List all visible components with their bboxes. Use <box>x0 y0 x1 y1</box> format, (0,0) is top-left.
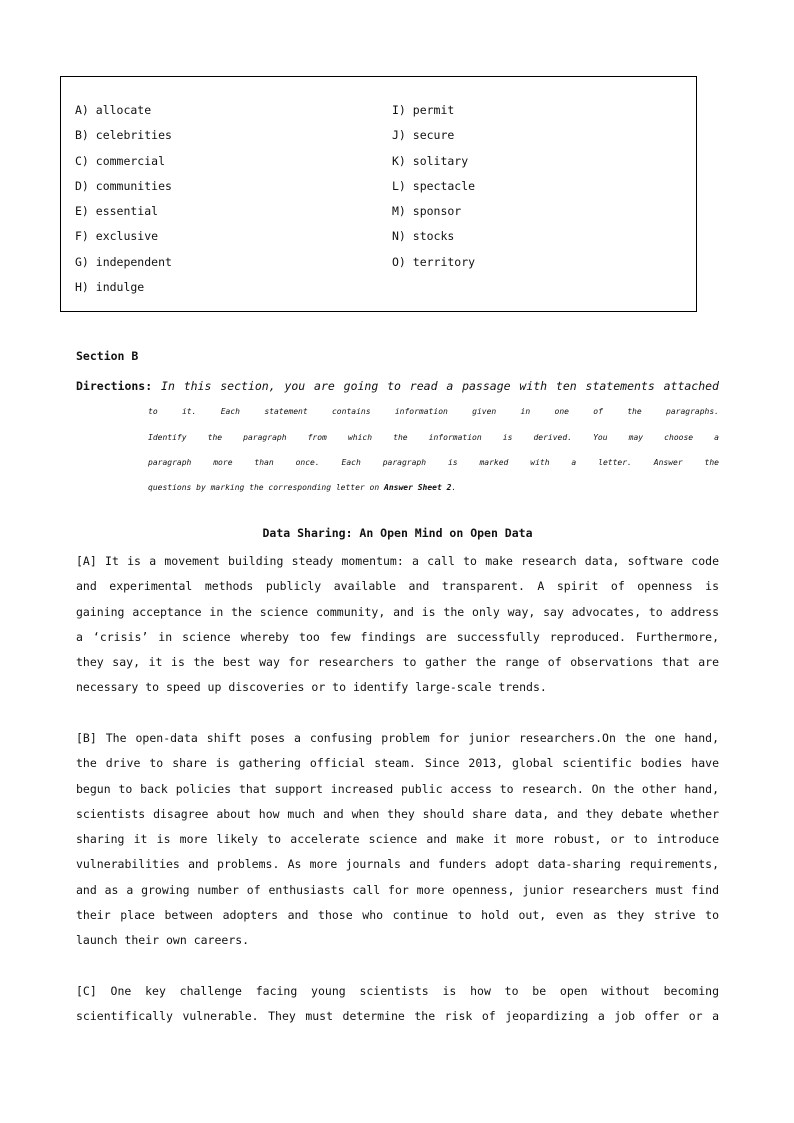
paragraph-line: [A] It is a movement building steady momentum: a call to make research data, software code <box>76 554 719 568</box>
word-bank-left-column <box>75 101 172 303</box>
word-option-e: E) essential <box>75 204 159 219</box>
paragraph-line: launch their own careers. <box>76 933 250 948</box>
paragraph-line: and experimental methods publicly available and transparent. A spirit of openness is <box>76 579 719 594</box>
word-bank-box <box>60 76 697 312</box>
word-option-a: A) allocate <box>75 103 152 117</box>
word-option-n: N) stocks <box>392 229 455 244</box>
word-option-h: H) indulge <box>75 280 145 295</box>
directions-line-4: paragraph more than once. Each paragraph is marked with a letter. Answer the <box>148 457 719 467</box>
directions-line-5: questions by marking the corresponding letter on Answer Sheet 2. <box>148 483 457 493</box>
paragraph-line: necessary to speed up discoveries or to identify large-scale trends. <box>76 680 547 695</box>
paragraph-line: vulnerabilities and problems. As more journals and funders adopt data-sharing requirements, <box>76 857 719 872</box>
paragraph-a <box>76 552 719 704</box>
paragraph-line: begun to back policies that support increased public access to research. On the other hand, <box>76 781 719 796</box>
paragraph-line: scientifically vulnerable. They must determine the risk of jeopardizing a job offer or a <box>76 1009 719 1024</box>
directions-line-3: Identify the paragraph from which the information is derived. You may choose a <box>148 432 719 442</box>
paragraph-line: their place between adopters and those who continue to hold out, even as they strive to <box>76 908 719 923</box>
answer-sheet-reference: Answer Sheet 2 <box>384 483 452 493</box>
paragraph-c <box>76 982 719 1033</box>
paragraph-line: and as a growing number of enthusiasts call for more openness, junior researchers must find <box>76 882 719 897</box>
word-option-c: C) commercial <box>75 153 166 168</box>
paragraph-line: scientists disagree about how much and when they should share data, and they debate whether <box>76 806 719 821</box>
word-option-j: J) secure <box>392 128 455 143</box>
word-option-l: L) spectacle <box>392 178 476 193</box>
paragraph-line: sharing it is more likely to accelerate science and make it more robust, or to introduce <box>76 832 719 847</box>
directions-block <box>76 374 719 500</box>
directions-line-2: to it. Each statement contains information given in one of the paragraphs. <box>148 407 719 417</box>
word-option-k: K) solitary <box>392 153 469 168</box>
paragraph-line: gaining acceptance in the science community, and is the only way, say advocates, to address <box>76 604 719 619</box>
paragraph-b <box>76 729 719 957</box>
word-bank-right-column <box>392 101 475 278</box>
word-option-d: D) communities <box>75 178 172 193</box>
passage-title: Data Sharing: An Open Mind on Open Data <box>262 526 533 540</box>
paragraph-line: they say, it is the best way for researchers to gather the range of observations that are <box>76 655 719 670</box>
paragraph-line: the drive to share is gathering official steam. Since 2013, global scientific bodies have <box>76 756 719 771</box>
paragraph-line: [C] One key challenge facing young scientists is how to be open without becoming <box>76 984 719 998</box>
word-option-o: O) territory <box>392 254 476 269</box>
directions-line-1: Directions: In this section, you are going to read a passage with ten statements attached <box>76 379 719 393</box>
word-option-b: B) celebrities <box>75 128 172 143</box>
word-option-i: I) permit <box>392 103 455 117</box>
paragraph-line: [B] The open-data shift poses a confusing problem for junior researchers.On the one hand, <box>76 731 719 745</box>
directions-label: Directions: <box>76 379 153 393</box>
word-option-g: G) independent <box>75 254 172 269</box>
paragraph-line: a ‘crisis’ in science whereby too few findings are successfully reproduced. Furthermore, <box>76 629 719 644</box>
word-option-f: F) exclusive <box>75 229 159 244</box>
section-title: Section B <box>76 349 139 363</box>
word-option-m: M) sponsor <box>392 204 462 219</box>
